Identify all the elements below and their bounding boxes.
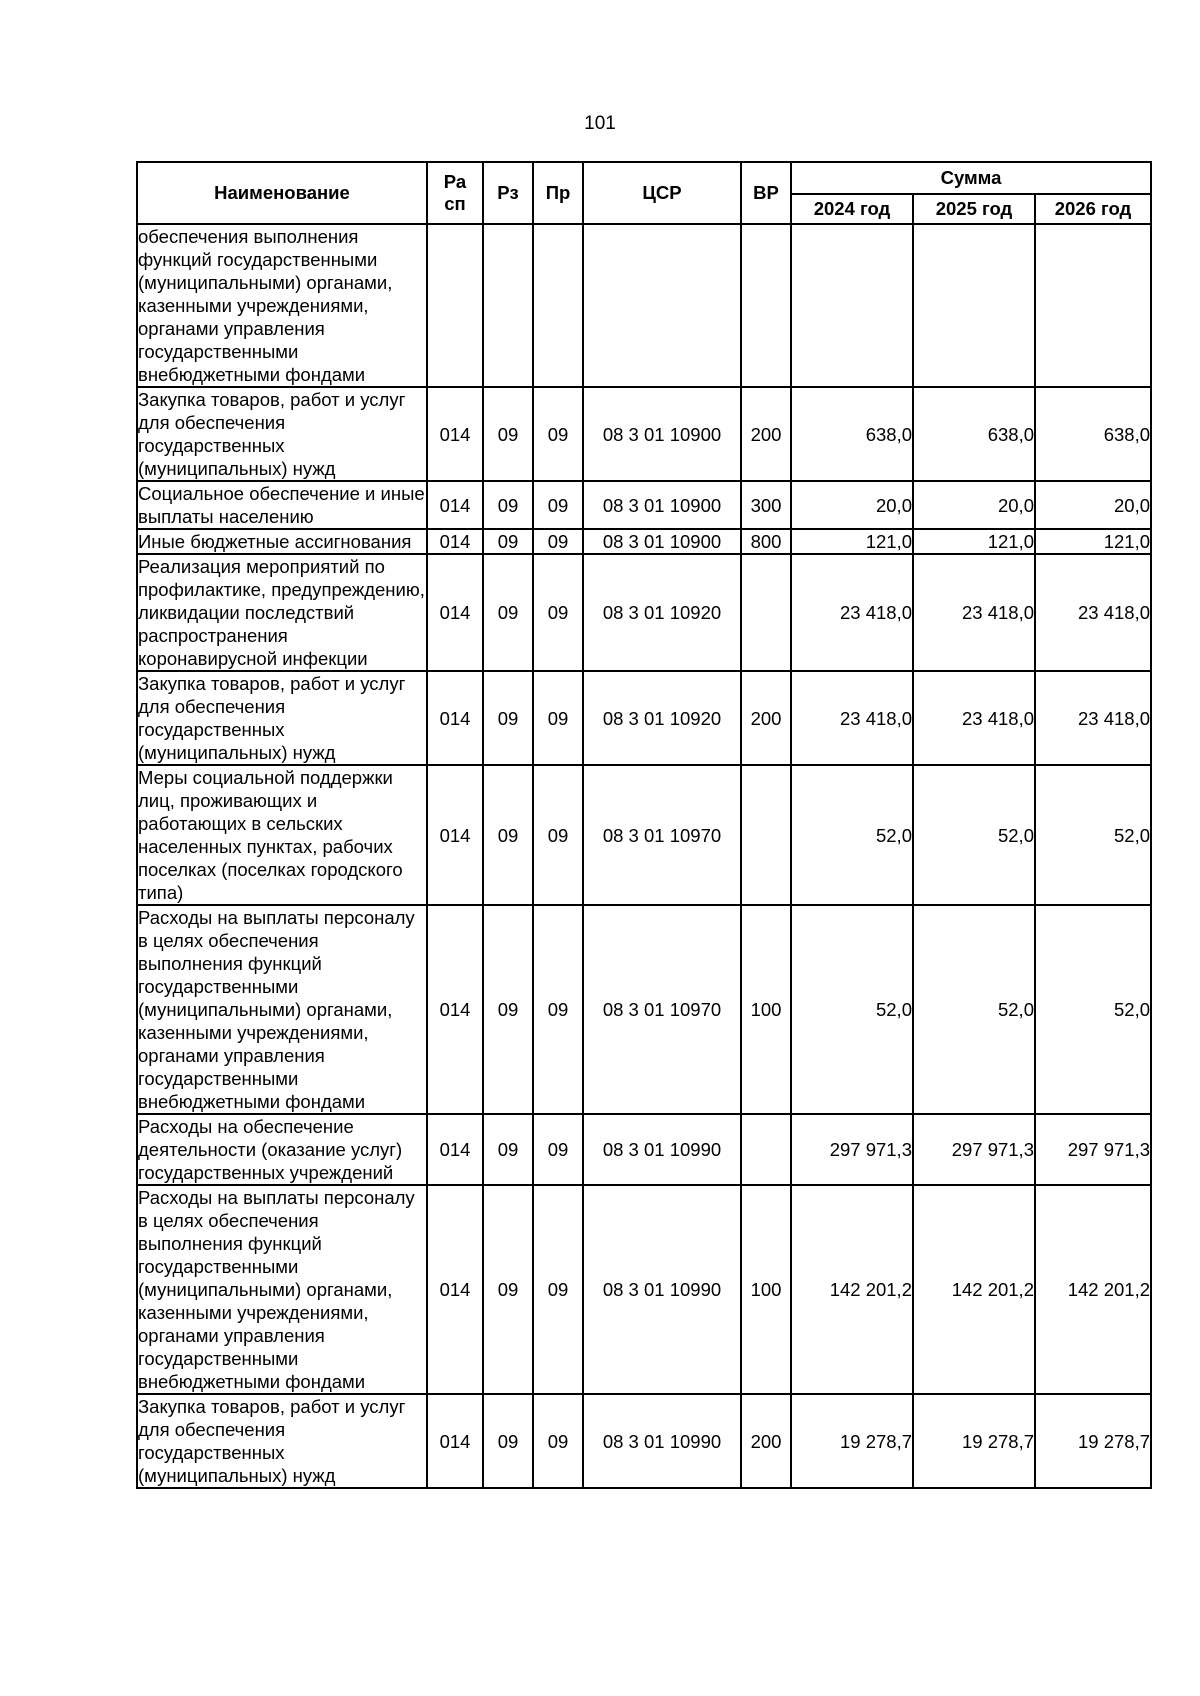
- cell-sum-2026: 20,0: [1035, 481, 1151, 529]
- cell-sum-2025: 23 418,0: [913, 554, 1035, 671]
- cell-sum-2026: 52,0: [1035, 765, 1151, 905]
- cell-sum-2025: 121,0: [913, 529, 1035, 554]
- cell-rz: 09: [483, 1394, 533, 1488]
- cell-pr: 09: [533, 671, 583, 765]
- cell-pr: 09: [533, 1185, 583, 1394]
- cell-rz: 09: [483, 387, 533, 481]
- cell-csr: 08 3 01 10990: [583, 1114, 741, 1185]
- cell-vr: 200: [741, 1394, 791, 1488]
- cell-pr: 09: [533, 905, 583, 1114]
- cell-pr: 09: [533, 554, 583, 671]
- header-row: [137, 162, 1151, 194]
- cell-vr: 300: [741, 481, 791, 529]
- cell-sum-2025: 638,0: [913, 387, 1035, 481]
- table-row: [137, 554, 1151, 671]
- cell-sum-2024: 52,0: [791, 765, 913, 905]
- cell-rasp: 014: [427, 529, 483, 554]
- table-row: [137, 1185, 1151, 1394]
- cell-rasp: 014: [427, 387, 483, 481]
- cell-sum-2026: [1035, 224, 1151, 387]
- cell-vr: 800: [741, 529, 791, 554]
- page-number: 101: [584, 113, 616, 134]
- table-header: [137, 162, 1151, 224]
- table-row: [137, 224, 1151, 387]
- cell-pr: 09: [533, 765, 583, 905]
- table-body: [137, 224, 1151, 1488]
- header-name: Наименование: [137, 162, 427, 224]
- cell-sum-2025: 20,0: [913, 481, 1035, 529]
- cell-rasp: 014: [427, 671, 483, 765]
- cell-sum-2026: 23 418,0: [1035, 671, 1151, 765]
- cell-pr: 09: [533, 387, 583, 481]
- cell-name: Иные бюджетные ассигнования: [137, 529, 427, 554]
- cell-name: Закупка товаров, работ и услуг для обеспечения государственных (муниципальных) нужд: [137, 671, 427, 765]
- cell-pr: 09: [533, 481, 583, 529]
- header-year-2026: 2026 год: [1035, 194, 1151, 224]
- cell-sum-2025: 52,0: [913, 765, 1035, 905]
- cell-sum-2026: 23 418,0: [1035, 554, 1151, 671]
- cell-rz: 09: [483, 529, 533, 554]
- cell-rz: 09: [483, 905, 533, 1114]
- cell-name: Расходы на выплаты персоналу в целях обеспечения выполнения функций государственными (муниципальными) органами, казенными учреждениями, органами управления государственными внебюджетными фондами: [137, 1185, 427, 1394]
- cell-sum-2025: 142 201,2: [913, 1185, 1035, 1394]
- header-sum: Сумма: [791, 162, 1151, 194]
- cell-rasp: 014: [427, 765, 483, 905]
- cell-sum-2025: 23 418,0: [913, 671, 1035, 765]
- cell-name: Расходы на обеспечение деятельности (оказание услуг) государственных учреждений: [137, 1114, 427, 1185]
- cell-vr: 100: [741, 905, 791, 1114]
- cell-sum-2025: 19 278,7: [913, 1394, 1035, 1488]
- cell-csr: [583, 224, 741, 387]
- cell-csr: 08 3 01 10900: [583, 387, 741, 481]
- cell-sum-2025: 297 971,3: [913, 1114, 1035, 1185]
- table-row: [137, 905, 1151, 1114]
- cell-sum-2026: 297 971,3: [1035, 1114, 1151, 1185]
- cell-rasp: 014: [427, 1185, 483, 1394]
- cell-name: Реализация мероприятий по профилактике, предупреждению, ликвидации последствий распространения коронавирусной инфекции: [137, 554, 427, 671]
- table-row: [137, 671, 1151, 765]
- cell-rz: 09: [483, 671, 533, 765]
- cell-pr: 09: [533, 1114, 583, 1185]
- cell-sum-2024: [791, 224, 913, 387]
- header-rasp-line2: сп: [444, 193, 466, 214]
- cell-csr: 08 3 01 10920: [583, 671, 741, 765]
- cell-vr: 200: [741, 671, 791, 765]
- table-row: [137, 1394, 1151, 1488]
- cell-rz: 09: [483, 481, 533, 529]
- cell-rz: 09: [483, 765, 533, 905]
- header-year-2024: 2024 год: [791, 194, 913, 224]
- cell-sum-2025: 52,0: [913, 905, 1035, 1114]
- cell-name: Меры социальной поддержки лиц, проживающих и работающих в сельских населенных пунктах, рабочих поселках (поселках городского типа): [137, 765, 427, 905]
- cell-rasp: 014: [427, 481, 483, 529]
- cell-name: Закупка товаров, работ и услуг для обеспечения государственных (муниципальных) нужд: [137, 387, 427, 481]
- cell-sum-2024: 20,0: [791, 481, 913, 529]
- cell-csr: 08 3 01 10990: [583, 1185, 741, 1394]
- cell-name: Расходы на выплаты персоналу в целях обеспечения выполнения функций государственными (муниципальными) органами, казенными учреждениями, органами управления государственными внебюджетными фондами: [137, 905, 427, 1114]
- table-row: [137, 387, 1151, 481]
- cell-pr: 09: [533, 1394, 583, 1488]
- cell-pr: [533, 224, 583, 387]
- cell-vr: 100: [741, 1185, 791, 1394]
- table-row: [137, 481, 1151, 529]
- cell-sum-2024: 121,0: [791, 529, 913, 554]
- cell-rasp: 014: [427, 1114, 483, 1185]
- cell-sum-2026: 638,0: [1035, 387, 1151, 481]
- budget-table: [136, 161, 1152, 1489]
- cell-sum-2026: 19 278,7: [1035, 1394, 1151, 1488]
- cell-rz: 09: [483, 554, 533, 671]
- cell-vr: [741, 554, 791, 671]
- cell-name: обеспечения выполнения функций государственными (муниципальными) органами, казенными учреждениями, органами управления государственными внебюджетными фондами: [137, 224, 427, 387]
- header-pr: Пр: [533, 162, 583, 224]
- cell-vr: [741, 224, 791, 387]
- cell-sum-2024: 23 418,0: [791, 671, 913, 765]
- cell-sum-2026: 121,0: [1035, 529, 1151, 554]
- header-rasp: [427, 162, 483, 224]
- cell-sum-2026: 142 201,2: [1035, 1185, 1151, 1394]
- cell-name: Социальное обеспечение и иные выплаты населению: [137, 481, 427, 529]
- cell-rasp: [427, 224, 483, 387]
- cell-name: Закупка товаров, работ и услуг для обеспечения государственных (муниципальных) нужд: [137, 1394, 427, 1488]
- cell-vr: [741, 765, 791, 905]
- cell-csr: 08 3 01 10900: [583, 529, 741, 554]
- header-year-2025: 2025 год: [913, 194, 1035, 224]
- cell-rz: [483, 224, 533, 387]
- header-vr: ВР: [741, 162, 791, 224]
- cell-csr: 08 3 01 10990: [583, 1394, 741, 1488]
- table-row: [137, 765, 1151, 905]
- cell-rasp: 014: [427, 1394, 483, 1488]
- table-row: [137, 529, 1151, 554]
- header-rz: Рз: [483, 162, 533, 224]
- cell-sum-2024: 297 971,3: [791, 1114, 913, 1185]
- cell-rz: 09: [483, 1185, 533, 1394]
- cell-rz: 09: [483, 1114, 533, 1185]
- cell-sum-2025: [913, 224, 1035, 387]
- cell-sum-2024: 638,0: [791, 387, 913, 481]
- cell-csr: 08 3 01 10920: [583, 554, 741, 671]
- cell-csr: 08 3 01 10900: [583, 481, 741, 529]
- cell-vr: [741, 1114, 791, 1185]
- cell-sum-2024: 19 278,7: [791, 1394, 913, 1488]
- header-csr: ЦСР: [583, 162, 741, 224]
- cell-vr: 200: [741, 387, 791, 481]
- cell-csr: 08 3 01 10970: [583, 765, 741, 905]
- cell-sum-2024: 23 418,0: [791, 554, 913, 671]
- table-row: [137, 1114, 1151, 1185]
- header-rasp-line1: Ра: [443, 171, 467, 192]
- cell-sum-2026: 52,0: [1035, 905, 1151, 1114]
- cell-pr: 09: [533, 529, 583, 554]
- cell-rasp: 014: [427, 554, 483, 671]
- cell-sum-2024: 142 201,2: [791, 1185, 913, 1394]
- cell-rasp: 014: [427, 905, 483, 1114]
- cell-csr: 08 3 01 10970: [583, 905, 741, 1114]
- cell-sum-2024: 52,0: [791, 905, 913, 1114]
